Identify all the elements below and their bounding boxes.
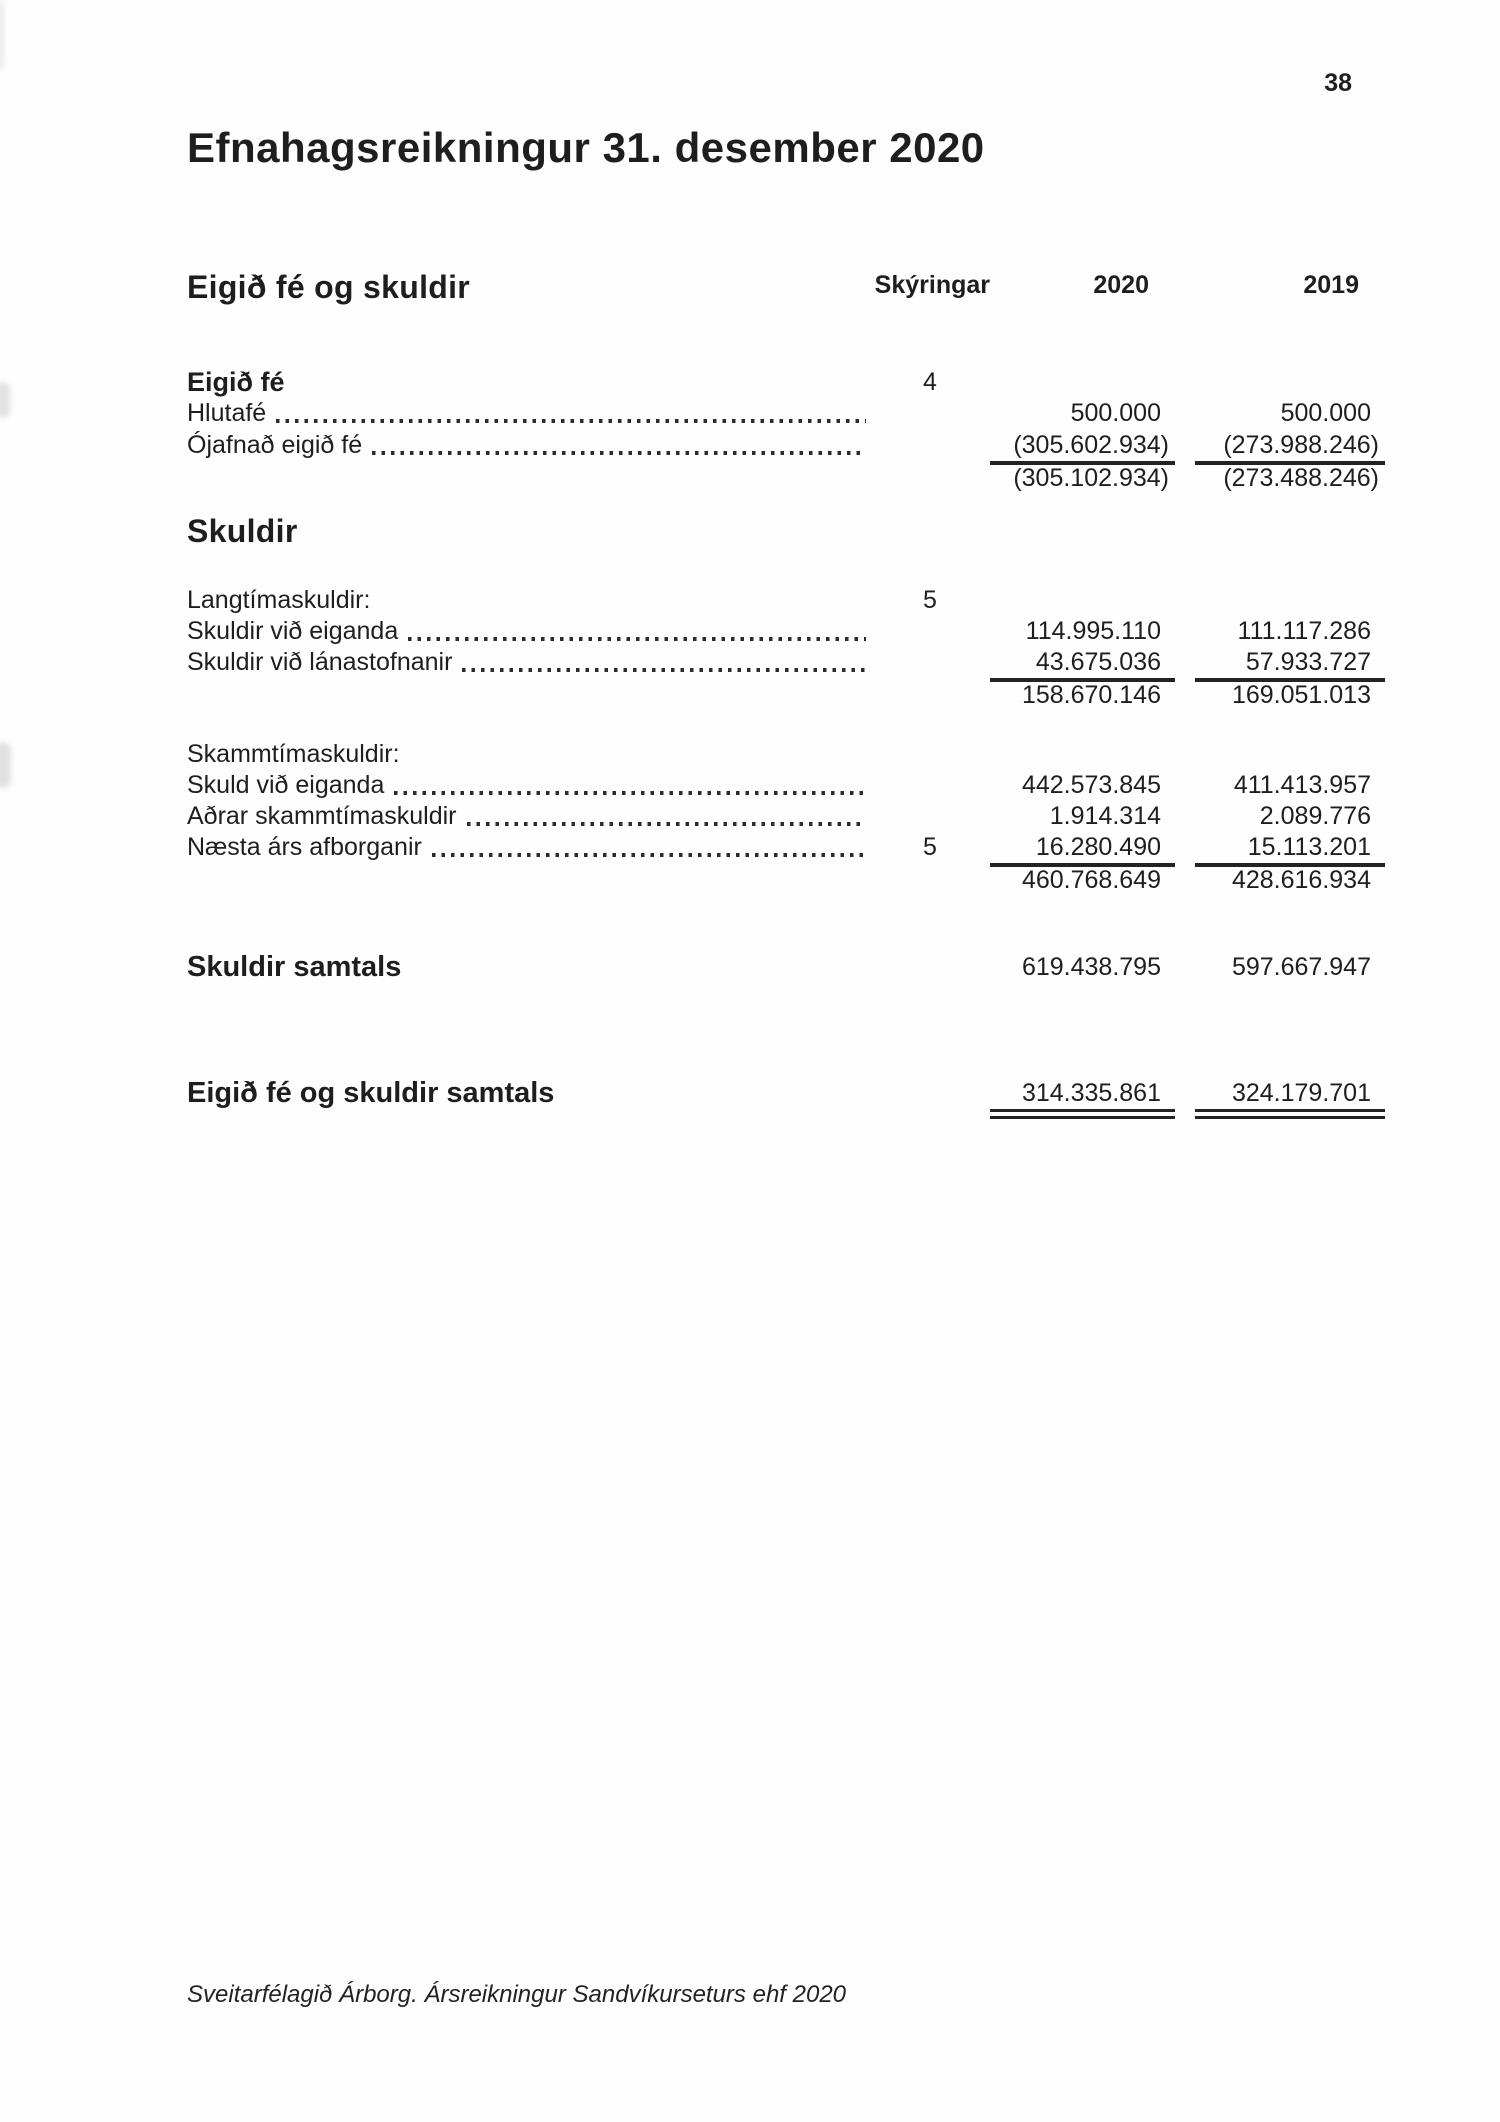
note-ref: 5 bbox=[923, 833, 937, 861]
scan-smudge bbox=[0, 0, 4, 70]
row-label: Næsta árs afborganir bbox=[187, 833, 422, 861]
shortterm-heading-row bbox=[187, 739, 1385, 770]
longterm-label: Langtímaskuldir: bbox=[187, 586, 371, 614]
shortterm-total-2020: 460.768.649 bbox=[1021, 866, 1161, 894]
longterm-heading-row bbox=[187, 585, 1385, 616]
report-footer: Sveitarfélagið Árborg. Ársreikningur Sandvíkurseturs ehf 2020 bbox=[187, 1981, 847, 2008]
table-header-row bbox=[187, 269, 1385, 305]
longterm-total-2019: 169.051.013 bbox=[1231, 681, 1371, 709]
value-2019: 411.413.957 bbox=[1233, 771, 1371, 799]
value-2020: 442.573.845 bbox=[1021, 771, 1161, 799]
scan-smudge bbox=[0, 742, 11, 788]
grand-total-2020: 314.335.861 bbox=[990, 1078, 1175, 1119]
page-title: Efnahagsreikningur 31. desember 2020 bbox=[187, 124, 985, 171]
page-number: 38 bbox=[1324, 69, 1352, 97]
table-row-skuldir-vid-eiganda bbox=[187, 616, 1385, 647]
dotted-leader bbox=[432, 853, 866, 857]
value-2020: 16.280.490 bbox=[990, 832, 1175, 867]
grand-total-label: Eigið fé og skuldir samtals bbox=[187, 1077, 555, 1109]
value-2019: 57.933.727 bbox=[1195, 647, 1385, 682]
value-2019: 500.000 bbox=[1280, 399, 1371, 427]
column-gap bbox=[1175, 270, 1195, 301]
liabilities-heading-row bbox=[187, 513, 1385, 549]
shortterm-label: Skammtímaskuldir: bbox=[187, 740, 400, 768]
value-2019: 111.117.286 bbox=[1237, 617, 1371, 645]
table-row-adrar-skammtimaskuldir bbox=[187, 801, 1385, 832]
scan-smudge bbox=[0, 383, 10, 417]
value-2019: 15.113.201 bbox=[1195, 832, 1385, 867]
row-label: Skuld við eiganda bbox=[187, 771, 385, 799]
value-2020: 43.675.036 bbox=[990, 647, 1175, 682]
liabilities-total-row bbox=[187, 952, 1385, 983]
value-2019: 2.089.776 bbox=[1259, 802, 1371, 830]
dotted-leader bbox=[462, 668, 866, 672]
equity-heading: Eigið fé bbox=[187, 367, 285, 397]
note-ref: 4 bbox=[923, 368, 937, 396]
table-row-ojafnad-eigid-fe bbox=[187, 430, 1385, 461]
row-label: Aðrar skammtímaskuldir bbox=[187, 802, 457, 830]
dotted-leader bbox=[372, 451, 866, 455]
value-2020: 500.000 bbox=[1070, 399, 1161, 427]
grand-total-row bbox=[187, 1078, 1385, 1109]
table-row-naesta-ars-afborganir bbox=[187, 832, 1385, 863]
liabilities-heading: Skuldir bbox=[187, 513, 298, 549]
shortterm-total-2019: 428.616.934 bbox=[1231, 866, 1371, 894]
column-header-notes: Skýringar bbox=[874, 271, 990, 299]
note-ref: 5 bbox=[923, 586, 937, 614]
equity-total-2020: (305.102.934) bbox=[1013, 464, 1169, 492]
row-label: Skuldir við lánastofnanir bbox=[187, 648, 453, 676]
equity-total-2019: (273.488.246) bbox=[1223, 464, 1379, 492]
shortterm-total-row bbox=[187, 865, 1385, 896]
table-row-skuldir-vid-lanastofnanir bbox=[187, 647, 1385, 678]
row-label: Skuldir við eiganda bbox=[187, 617, 399, 645]
longterm-total-2020: 158.670.146 bbox=[1021, 681, 1161, 709]
column-header-2020: 2020 bbox=[1093, 271, 1149, 299]
dotted-leader bbox=[467, 822, 867, 826]
table-row-hlutafe bbox=[187, 398, 1385, 429]
dotted-leader bbox=[276, 419, 866, 423]
value-2020: (305.602.934) bbox=[990, 430, 1175, 465]
dotted-leader bbox=[394, 791, 866, 795]
value-2020: 1.914.314 bbox=[1049, 802, 1161, 830]
liabilities-total-label: Skuldir samtals bbox=[187, 951, 402, 983]
dotted-leader bbox=[408, 637, 866, 641]
liabilities-total-2020: 619.438.795 bbox=[1021, 953, 1161, 981]
equity-heading-row bbox=[187, 367, 1385, 398]
longterm-total-row bbox=[187, 680, 1385, 711]
value-2020: 114.995.110 bbox=[1025, 617, 1161, 645]
value-2019: (273.988.246) bbox=[1195, 430, 1385, 465]
equity-total-row bbox=[187, 463, 1385, 494]
row-label: Ójafnað eigið fé bbox=[187, 431, 363, 459]
row-label: Hlutafé bbox=[187, 399, 267, 427]
section-heading-equity-and-liabilities: Eigið fé og skuldir bbox=[187, 269, 471, 305]
column-header-2019: 2019 bbox=[1303, 271, 1359, 299]
liabilities-total-2019: 597.667.947 bbox=[1231, 953, 1371, 981]
grand-total-2019: 324.179.701 bbox=[1195, 1078, 1385, 1119]
table-row-skuld-vid-eiganda bbox=[187, 770, 1385, 801]
